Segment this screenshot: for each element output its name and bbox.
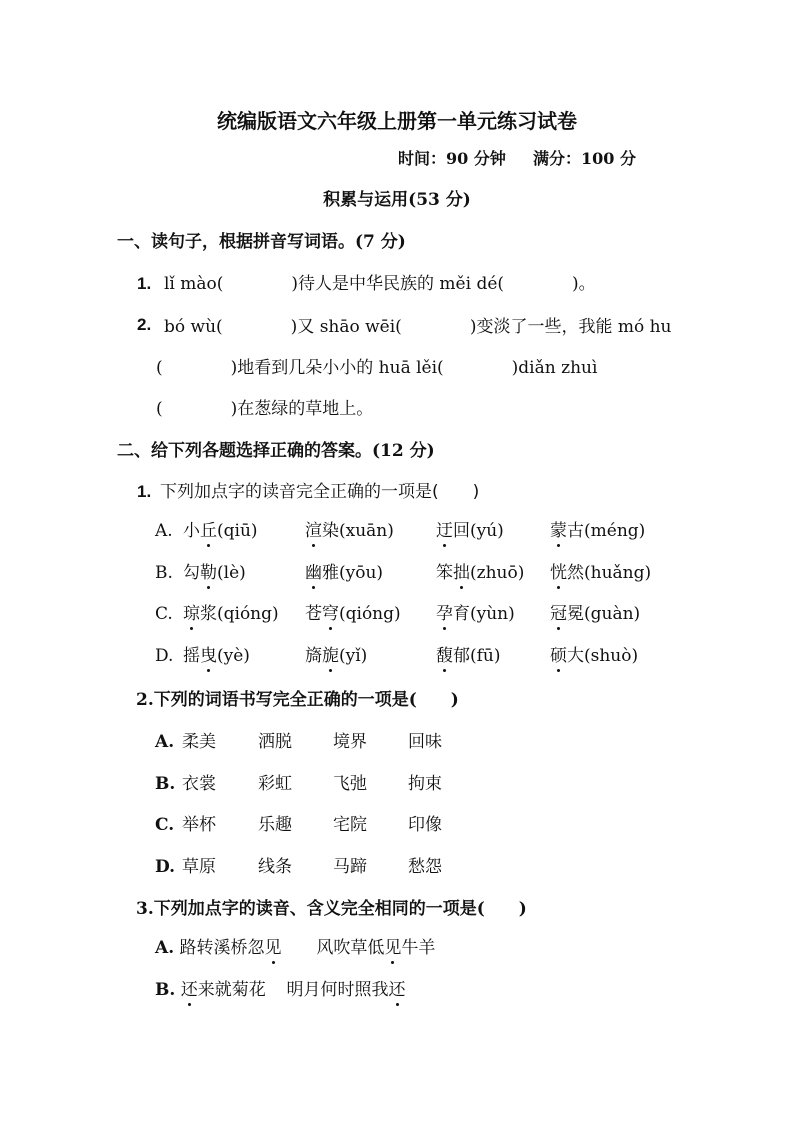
option-label: A. (155, 938, 175, 958)
s2-q2-stem: 2.下列的词语书写完全正确的一项是( ) (136, 690, 459, 710)
option-item: 幽雅(yōu) (305, 563, 384, 583)
option-a-phrase-1: 路转溪桥忽见 (179, 938, 282, 958)
option-label: B. (155, 774, 176, 794)
dotted-char: 勒 (200, 563, 217, 583)
option-word: 线条 (258, 857, 292, 877)
option-label: C. (155, 815, 175, 835)
s1-q2-number: 2. (137, 315, 152, 334)
option-label: C. (155, 604, 173, 624)
dotted-char: 丘 (200, 521, 217, 541)
option-b-phrase-2: 明月何时照我还 (286, 980, 406, 1000)
option-a-phrase-2: 风吹草低见牛羊 (316, 938, 436, 958)
dotted-char: 还 (388, 980, 406, 1000)
option-label: D. (155, 646, 174, 666)
option-label: B. (155, 563, 173, 583)
s1-q1-number: 1. (137, 274, 152, 293)
exam-full-score: 满分：100 分 (533, 149, 636, 168)
dotted-char: 孕 (436, 604, 453, 624)
s2-q1-number: 1. (137, 482, 152, 501)
option-word: 衣裳 (182, 774, 216, 794)
s1-q2-line3: ( )在葱绿的草地上。 (156, 399, 374, 419)
dotted-char: 冠 (550, 604, 567, 624)
dotted-char: 迂 (436, 521, 453, 541)
option-b-phrase-1: 还来就菊花 (180, 980, 266, 1000)
option-word: 拘束 (408, 774, 442, 794)
dotted-char: 还 (180, 980, 198, 1000)
option-item: 恍然(huǎng) (550, 563, 652, 583)
dotted-char: 硕 (550, 646, 567, 666)
option-item: 冠冕(guàn) (550, 604, 641, 624)
s2-q3-option-a (155, 937, 435, 959)
dotted-char: 琼 (183, 604, 200, 624)
option-label: A. (155, 732, 175, 752)
dotted-char: 穹 (322, 604, 339, 624)
option-item: 馥郁(fū) (436, 646, 501, 666)
s2-q3-stem: 3.下列加点字的读音、含义完全相同的一项是( ) (136, 899, 527, 919)
part-title: 积累与运用(53 分) (323, 190, 471, 210)
option-word: 宅院 (333, 815, 367, 835)
option-item: 硕大(shuò) (550, 646, 639, 666)
option-word: 飞弛 (333, 774, 367, 794)
option-label: A. (155, 521, 173, 541)
option-word: 柔美 (182, 732, 216, 752)
section-2-title: 二、给下列各题选择正确的答案。(12 分) (117, 441, 435, 461)
s2-q1-stem: 下列加点字的读音完全正确的一项是( ) (160, 482, 480, 502)
dotted-char: 见 (384, 938, 402, 958)
dotted-char: 旎 (322, 646, 339, 666)
option-label: D. (155, 857, 176, 877)
option-item: 摇曳(yè) (183, 646, 250, 666)
option-item: 孕育(yùn) (436, 604, 515, 624)
option-label: B. (155, 980, 176, 1000)
s2-q3-option-b (155, 979, 406, 1001)
option-word: 举杯 (182, 815, 216, 835)
dotted-char: 拙 (453, 563, 470, 583)
page-title: 统编版语文六年级上册第一单元练习试卷 (217, 109, 577, 133)
section-1-title: 一、读句子，根据拼音写词语。(7 分) (117, 232, 406, 252)
option-word: 洒脱 (258, 732, 292, 752)
option-word: 回味 (408, 732, 442, 752)
option-item: 笨拙(zhuō) (436, 563, 525, 583)
dotted-char: 蒙 (550, 521, 567, 541)
option-word: 印像 (408, 815, 442, 835)
s1-q2-line1: bó wù( )又 shāo wēi( )变淡了一些，我能 mó hu (164, 317, 672, 337)
option-item: 苍穹(qióng) (305, 604, 401, 624)
option-item: 小丘(qiū) (183, 521, 258, 541)
option-word: 草原 (182, 857, 216, 877)
option-word: 马蹄 (333, 857, 367, 877)
dotted-char: 渲 (305, 521, 322, 541)
s1-q2-line2: ( )地看到几朵小小的 huā lěi( )diǎn zhuì (156, 358, 598, 378)
option-word: 愁怨 (408, 857, 442, 877)
option-item: 渲染(xuān) (305, 521, 394, 541)
dotted-char: 曳 (200, 646, 217, 666)
option-item: 琼浆(qióng) (183, 604, 279, 624)
exam-time: 时间：90 分钟 (398, 149, 506, 168)
option-item: 迂回(yú) (436, 521, 504, 541)
option-item: 蒙古(méng) (550, 521, 646, 541)
option-item: 旖旎(yǐ) (305, 646, 368, 666)
option-item: 勾勒(lè) (183, 563, 246, 583)
dotted-char: 幽 (305, 563, 322, 583)
dotted-char: 恍 (550, 563, 567, 583)
dotted-char: 见 (264, 938, 282, 958)
option-word: 境界 (333, 732, 367, 752)
s1-q1-text: lǐ mào( )待人是中华民族的 měi dé( )。 (164, 274, 596, 294)
option-word: 彩虹 (258, 774, 292, 794)
dotted-char: 馥 (436, 646, 453, 666)
option-word: 乐趣 (258, 815, 292, 835)
